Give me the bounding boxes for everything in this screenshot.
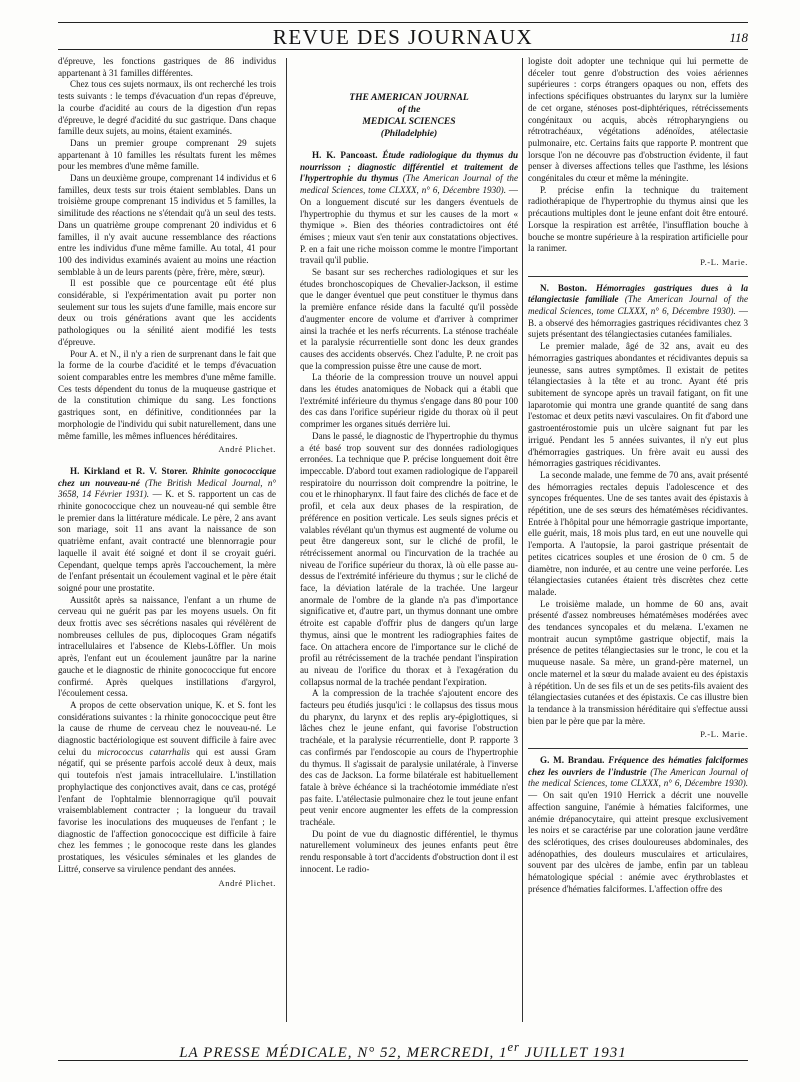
author-signature: André Plichet. — [218, 877, 276, 888]
paragraph: Chez tous ces sujets normaux, ils ont recherché les trois tests suivants : le temps d'évacuation d'un repas d'épreuve, la courbe d'acidité au cours de la digestion d'un repas d'épreuve, le degré d'acidité du suc gastrique. Dans chaque famille deux sujets, au moins, étaient examinés. — [58, 79, 276, 137]
paragraph: Le premier malade, âgé de 32 ans, avait eu des hémorragies gastriques abondantes et récidivantes depuis sa jeunesse, sans autres symptômes. Il existait de petites télangiectasies à la tête et au tronc. Ayant été pris subitement de syncope après un travail fatigant, on fit une laparotomie qui montra une grande quantité de sang dans l'estomac et deux petits nævi vasculaires. On fit d'abord une gastroentérostomie puis un ulcère saignant fut par les irrigué. Pendant les 5 années suivantes, il n'y eut plus d'hémorragies gastriques. Un frère avait eu aussi des hémorragies gastriques récidivantes. — [528, 341, 748, 469]
article-source: (The American Journal of the medical Sciences, tome CLXXX, n° 6, Décembre 1930). — [528, 294, 748, 317]
footer-rule — [58, 1060, 748, 1061]
footer-text: LA PRESSE MÉDICALE, N° 52, MERCREDI, 1 — [179, 1045, 508, 1061]
paragraph: Dans un premier groupe comprenant 29 sujets appartenant à 10 familles les résultats furent les mêmes pour les membres d'une même famille. — [58, 137, 276, 172]
paragraph-text: qui est aussi Gram négatif, qui se présente parfois accolé deux à deux, mais qui toutefois n'est jamais intracellulaire. L'instillation prophylactique des conjonctives avait, dans ce cas, protégé l'enfant de l'ophtalmie blennorragique qu'il pouvait vraisemblablement contracter ; la longueur du travail favorise les inoculations des muqueuses de l'enfant ; le diagnostic de l'affection gonococcique est difficile à faire chez les femmes ; le gonocoque reste dans les glandes prostatiques, les vésicules séminales et les glandes de Littré, conserve sa virulence pendant des années. — [58, 746, 276, 874]
article-heading — [58, 466, 276, 595]
journal-location: (Philadelphie) — [380, 128, 438, 139]
running-title: REVUE DES JOURNAUX — [272, 25, 534, 49]
paragraph: Aussitôt après sa naissance, l'enfant a un rhume de cerveau qui ne guérit pas par les moyens usuels. On fit deux frottis avec ses sécrétions nasales qui révélèrent de nombreuses cellules de pus, diplocoques Gram négatifs intracellulaires et l'absence de Klebs-Löffler. Un mois après, l'enfant eut un écoulement jaunâtre par la narine gauche et le diagnostic de rhinite gonococcique fut encore confirmé. Après quelques instillations d'argyrol, l'écoulement cessa. — [58, 594, 276, 699]
column-divider-2 — [522, 58, 523, 1022]
paragraph: Il est possible que ce pourcentage eût été plus considérable, si l'expérimentation avait pu porter non seulement sur tous les sujets d'une famille, mais encore sur deux ou trois générations avant que les accidents pathologiques ou la sénilité aient modifié les tests d'épreuve. — [58, 278, 276, 347]
footer-text: JUILLET 1931 — [519, 1045, 627, 1061]
column-1 — [58, 56, 276, 1026]
article-separator — [528, 748, 748, 749]
footer-superscript: er — [507, 1040, 520, 1054]
page-header — [58, 22, 748, 52]
paragraph — [58, 700, 276, 876]
article-authors: H. K. Pancoast. — [312, 150, 378, 160]
journal-title-line: of the — [397, 104, 421, 115]
article-title: Fréquence des hématies falciformes chez les ouvriers de l'industrie — [528, 755, 748, 777]
article-title: Étude radiologique du thymus du nourrisson ; diagnostic différentiel et traitement de l'hypertrophie du thymus — [300, 150, 518, 184]
column-3 — [528, 56, 748, 1026]
article-text: — B. a observé des hémorragies gastriques récidivantes chez 3 sujets présentant des télangiectasies cutanées familiales. — [528, 306, 748, 340]
author-signature: P.-L. Marie. — [700, 256, 748, 267]
column-2 — [300, 56, 518, 1026]
article-source: (The American Journal of the medical Sciences, tome CLXXX, n° 6, Décembre 1930). — [528, 766, 748, 789]
paragraph: La théorie de la compression trouve un nouvel appui dans les études anatomiques de Noback qui a établi que l'extrémité inférieure du thymus s'engage dans 80 pour 100 des cas dans l'orifice supérieur rigide du thorax où il peut comprimer les organes situés derrière lui. — [300, 372, 518, 430]
species-name: micrococcus catarrhalis — [97, 746, 190, 757]
header-rule-bottom — [58, 49, 748, 50]
page-footer — [58, 1040, 748, 1064]
article-authors: H. Kirkland et R. V. Storer. — [70, 465, 188, 476]
paragraph-text: A propos de cette observation unique, K. et S. font les considérations suivantes : la rhinite gonococcique peut être la cause de rhume de cerveau chez le nouveau-né. Le diagnostic bactériologique est souvent difficile à faire avec celui du — [58, 699, 276, 757]
article-title: Rhinite gonococcique chez un nouveau-né — [58, 465, 276, 488]
footer-publication-line — [58, 1040, 748, 1062]
journal-title-line: MEDICAL SCIENCES — [362, 116, 456, 127]
header-rule-top — [58, 22, 748, 23]
author-signature: André Plichet. — [218, 444, 276, 455]
article-heading — [528, 755, 748, 895]
paragraph: La seconde malade, une femme de 70 ans, avait présenté des hémorragies rectales depuis l'adolescence et des syncopes fréquentes. Une de ses tantes avait des épistaxis à répétition, une de ses sœurs des hématémèses récidivantes. Entrée à l'hôpital pour une hémorragie gastrique importante, elle guérit, mais, 18 mois plus tard, en eut une nouvelle qui l'emporta. A l'autopsie, la paroi gastrique présentait de petites cicatrices souples et une érosion de 0 cm. 5 de diamètre, non indurée, et au centre une veine perforée. Les télangiectasies cutanées étaient très discrètes chez cette malade. — [528, 469, 748, 597]
article-text: — On a longuement discuté sur les dangers éventuels de l'hypertrophie du thymus et sur les causes de la mort « thymique ». Bien des théories contradictoires ont été émises ; mieux vaut s'en tenir aux constatations objectives. P. en a fait une riche moisson comme le montre l'important travail qu'il publie. — [300, 185, 518, 266]
article-authors: G. M. Brandau. — [540, 755, 605, 766]
page-number: 118 — [729, 30, 748, 45]
paragraph: Dans un deuxième groupe, comprenant 14 individus et 6 familles, deux tests sur trois étaient semblables. Dans un troisième groupe comprenant 15 individus et 5 familles, la similitude des réactions ne s'étendait qu'à un seul des tests. Dans un quatrième groupe comprenant 20 individus et 6 familles, il n'y avait aucune ressemblance des réactions entre les individus d'une même famille. Au total, 41 pour 100 des individus examinés avaient au moins une réaction semblable à un de leurs parents (père, frère, mère, sœur). — [58, 173, 276, 277]
article-text: — K. et S. rapportent un cas de rhinite gonococcique chez un nouveau-né qui semble être le premier dans la littérature médicale. Le père, 2 ans avant son mariage, soit 11 ans avant la naissance de son quatrième enfant, avait contracté une blennorragie pour laquelle il avait été soigné et dont il se croyait guéri. Cependant, quelque temps après l'accouchement, la mère de l'enfant présentait un écoulement vaginal et le père était soigné pour une prostatite. — [58, 489, 276, 593]
article-text: — On sait qu'en 1910 Herrick a décrit une nouvelle affection sanguine, l'anémie à hématies falciformes, une anémie drépanocytaire, qui atteint presque exclusivement les noirs et se caractérise par une coloration jaune verdâtre des sclérotiques, des crises douloureuses abdominales, des adénopathies, des douleurs musculaires et articulaires, souvent par des ulcères de jambe, enfin par un tableau hématologique spécial : anémie avec érythroblastes et présence d'hématies falciformes. L'affection offre des — [528, 790, 748, 894]
journal-title-line: THE AMERICAN JOURNAL — [349, 92, 469, 103]
paragraph: logiste doit adopter une technique qui lui permette de déceler tout genre d'obstruction des voies aériennes supérieures : corps étrangers opaques ou non, effets des infections spécifiques obstruantes du larynx sur la lumière de cet organe, sténoses post-diphtériques, rétrécissements congénitaux ou acquis, abcès rétropharyngiens ou rétrotrachéaux, végétations adénoïdes, atélectasie pulmonaire, etc. Certains faits que rapporte P. montrent que lorsque l'on ne découvre pas d'obstruction évidente, il faut penser à diverses affections telles que l'asthme, les lésions congénitales du cœur et même la méningite. — [528, 56, 748, 184]
paragraph: Se basant sur ses recherches radiologiques et sur les études bronchoscopiques de Chevalier-Jackson, il estime que le danger éventuel que peut constituer le thymus dans la première enfance réside dans la faculté qu'il possède d'augmenter encore de volume et d'arriver à comprimer ainsi la trachée et les nerfs récurrents. La sténose trachéale et la paralysie récurrentielle sont donc les deux grandes causes des accidents observés. Chez l'adulte, P. ne croit pas que la compression puisse être une cause de mort. — [300, 267, 518, 371]
paragraph: A la compression de la trachée s'ajoutent encore des facteurs peu étudiés jusqu'ici : le collapsus des tissus mous du pharynx, du larynx et des replis ary-épiglottiques, si lâches chez le jeune enfant, qui favorise l'obstruction trachéale, et la paralysie récurrentielle, dont P. rapporte 3 cas confirmés par l'endoscopie au cours de l'hypertrophie du thymus. Il s'agissait de paralysie unilatérale, à l'inverse des cas de Jackson. La forme bilatérale est habituellement fatale à brève échéance si la trachéotomie immédiate n'est pas faite. L'atélectasie pulmonaire chez le tout jeune enfant peut venir encore augmenter les effets de la compression trachéale. — [300, 688, 518, 828]
article-separator — [528, 276, 748, 277]
article-source: (The American Journal of the medical Sciences, tome CLXXX, n° 6, Décembre 1930). — [300, 173, 518, 196]
paragraph: P. précise enfin la technique du traitement radiothérapique de l'hypertrophie du thymus ainsi que les précautions multiples dont le jeune enfant doit être entouré. Lorsque la respiration est arrêtée, l'insufflation bouche à bouche se montre supérieure à la respiration artificielle pour la ranimer. — [528, 184, 748, 254]
article-heading — [300, 150, 518, 267]
article-heading — [528, 283, 748, 342]
paragraph: Le troisième malade, un homme de 60 ans, avait présenté d'assez nombreuses hématémèses modérées avec des tendances syncopales et du melæna. L'examen ne montrait aucun symptôme gastrique objectif, mais la présence de petites télangiectasies sur le tronc, le cou et la muqueuse nasale. Sa mère, un grand-père maternel, un oncle maternel et la sœur du malade avaient eu des épistaxis à répétition. Un de ses fils et un de ses petits-fils avaient des télangiectasies cutanées et des épistaxis. Ce cas illustre bien la tendance à la transmission héréditaire qui s'effectue aussi bien par le père que par la mère. — [528, 598, 748, 726]
paragraph: Pour A. et N., il n'y a rien de surprenant dans le fait que la forme de la courbe d'acidité et le temps d'évacuation soient comparables entre les membres d'une même famille. Ces tests dépendent du tonus de la muqueuse gastrique et de la constitution chimique du sang. Les fonctions gastriques sont, en définitive, conditionnées par la morphologie de l'individu qui subit naturellement, dans une même famille, les mêmes influences héréditaires. — [58, 348, 276, 441]
author-signature: P.-L. Marie. — [700, 729, 748, 740]
article-source: (The British Medical Journal, n° 3658, 14 Février 1931). — [58, 477, 276, 500]
article-title: Hémorragies gastriques dues à la télangiectasie familiale — [528, 282, 748, 305]
article-authors: N. Boston. — [540, 282, 587, 293]
paragraph: d'épreuve, les fonctions gastriques de 86 individus appartenant à 31 familles différentes. — [58, 56, 276, 78]
paragraph: Du point de vue du diagnostic différentiel, le thymus naturellement volumineux des jeunes enfants peut être rendu responsable à tort d'accidents d'obstruction dont il est innocent. Le radio- — [300, 828, 518, 874]
column-divider-1 — [286, 58, 287, 1022]
paragraph: Dans le passé, le diagnostic de l'hypertrophie du thymus a été basé trop souvent sur des données radiologiques erronées. La technique que P. précise longuement doit être impeccable. D'abord tout examen radiologique de l'appareil respiratoire du nourrisson doit comprendre la poitrine, le cou et le rhinopharynx. Il faut faire des clichés de face et de profil, et cela aux deux phases de la respiration, de préférence en position verticale. Les seuls signes précis et valables révélant qu'un thymus est augmenté de volume ou peut être dangereux sont, sur le cliché de profil, le rétrécissement anormal ou l'incurvation de la trachée au niveau de l'orifice supérieur du thorax, là où elle passe au-dessus de l'extrémité inférieure du thymus ; sur le cliché de face, la déviation latérale de la trachée. Une largeur anormale de l'ombre de la glande n'a pas d'importance significative et, d'autre part, un thymus donnant une ombre étroite est capable d'offrir plus de dangers qu'un large thymus, ainsi que le montrent les radiographies faites de face. On attachera encore de l'importance sur le cliché de profil au rétrécissement de la trachée pendant l'inspiration au niveau de l'orifice du thorax et à l'exagération du collapsus normal de la trachée pendant l'expiration. — [300, 430, 518, 687]
